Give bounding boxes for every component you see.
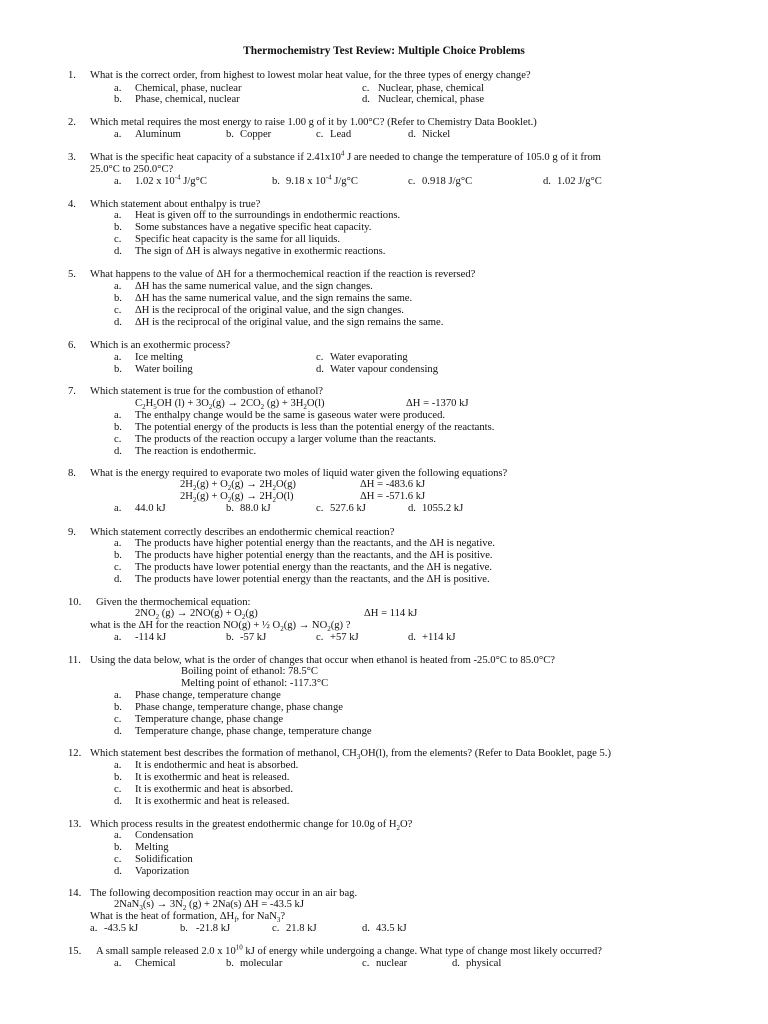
option-letter: b. bbox=[114, 293, 122, 304]
question-number: 6. bbox=[68, 340, 76, 351]
option-letter: c. bbox=[316, 632, 324, 643]
option-letter: d. bbox=[114, 446, 122, 457]
option-letter: d. bbox=[362, 923, 370, 934]
option-text: ΔH has the same numerical value, and the sign changes. bbox=[135, 281, 373, 292]
question-text: Which statement is true for the combustion of ethanol? bbox=[90, 386, 323, 397]
question-text-cont: what is the ΔH for the reaction NO(g) + ½ $O_2(g) \to NO_2(g)$ ? bbox=[90, 620, 351, 634]
option-letter: b. bbox=[114, 364, 122, 375]
option-text: ΔH has the same numerical value, and the sign remains the same. bbox=[135, 293, 413, 304]
option-text: 0.918 J/g°C bbox=[422, 176, 473, 187]
chemical-equation: $2NO_2$ $(g) \to 2NO(g) + O_2(g)$ bbox=[135, 608, 258, 622]
option-letter: c. bbox=[362, 83, 370, 94]
option-text: Temperature change, phase change, temperature change bbox=[135, 726, 372, 737]
option-text: Chemical bbox=[135, 958, 176, 969]
option-text: nuclear bbox=[376, 958, 408, 969]
option-text: +57 kJ bbox=[330, 632, 359, 643]
option-letter: a. bbox=[114, 83, 122, 94]
option-letter: d. bbox=[408, 503, 416, 514]
option-text: -114 kJ bbox=[135, 632, 167, 643]
option-letter: b. bbox=[114, 702, 122, 713]
option-letter: a. bbox=[114, 632, 122, 643]
question-number: 5. bbox=[68, 269, 76, 280]
option-text: Lead bbox=[330, 129, 352, 140]
option-letter: c. bbox=[114, 234, 122, 245]
option-text: It is exothermic and heat is released. bbox=[135, 796, 290, 807]
option-text: 1055.2 kJ bbox=[422, 503, 464, 514]
option-text: 1.02 J/g°C bbox=[557, 176, 602, 187]
question-number: 11. bbox=[68, 655, 81, 666]
enthalpy-value: ΔH = -1370 kJ bbox=[406, 398, 469, 409]
option-letter: a. bbox=[114, 410, 122, 421]
option-text: Aluminum bbox=[135, 129, 181, 140]
option-letter: c. bbox=[114, 305, 122, 316]
option-letter: d. bbox=[114, 317, 122, 328]
option-text: Heat is given off to the surroundings in endothermic reactions. bbox=[135, 210, 401, 221]
option-text: The products have lower potential energy than the reactants, and the ΔH is negative. bbox=[135, 562, 492, 573]
question-text: Which process results in the greatest endothermic change for 10.0g of $H_2O$? bbox=[90, 819, 413, 833]
option-text: 21.8 kJ bbox=[286, 923, 317, 934]
option-text: The products have higher potential energy than the reactants, and the ΔH is positive. bbox=[135, 550, 493, 561]
question-text: Which statement best describes the formation of methanol, $CH_3OH(l)$, from the elements? (Refer to Data Booklet, page 5.) bbox=[90, 748, 611, 762]
question-text-cont: 25.0°C to 250.0°C? bbox=[90, 164, 174, 175]
option-text: Water boiling bbox=[135, 364, 193, 375]
option-text: Phase change, temperature change bbox=[135, 690, 281, 701]
question-text: The following decomposition reaction may occur in an air bag. bbox=[90, 888, 358, 899]
question-number: 4. bbox=[68, 199, 76, 210]
question-text: What is the specific heat capacity of a substance if $2.41x10^4$ J are needed to change the temperature of 105.0 g of it from bbox=[90, 149, 601, 163]
option-letter: b. bbox=[114, 222, 122, 233]
option-letter: c. bbox=[316, 352, 324, 363]
option-letter: d. bbox=[114, 574, 122, 585]
chemical-equation: $C_2H_5OH$ $(l) + 3O_2(g) \to 2CO_2$ $(g) + 3H_2O(l)$ bbox=[135, 398, 325, 412]
option-text: The reaction is endothermic. bbox=[135, 446, 257, 457]
enthalpy-value: ΔH = 114 kJ bbox=[364, 608, 418, 619]
option-letter: c. bbox=[362, 958, 370, 969]
question-text: What is the correct order, from highest to lowest molar heat value, for the three types of energy change? bbox=[90, 70, 531, 81]
option-text: The sign of ΔH is always negative in exothermic reactions. bbox=[135, 246, 386, 257]
option-text: Phase, chemical, nuclear bbox=[135, 94, 240, 105]
option-letter: a. bbox=[114, 129, 122, 140]
chemical-equation: $2H_2(g) + O_2(g) \to 2H_2O(l)$ bbox=[180, 491, 294, 505]
option-letter: d. bbox=[362, 94, 370, 105]
option-text: 88.0 kJ bbox=[240, 503, 271, 514]
option-letter: b. bbox=[226, 632, 234, 643]
question-number: 7. bbox=[68, 386, 76, 397]
option-letter: a. bbox=[114, 760, 122, 771]
option-text: ΔH is the reciprocal of the original value, and the sign remains the same. bbox=[135, 317, 444, 328]
option-text: It is exothermic and heat is absorbed. bbox=[135, 784, 293, 795]
option-text: It is endothermic and heat is absorbed. bbox=[135, 760, 299, 771]
option-text: Ice melting bbox=[135, 352, 183, 363]
option-letter: c. bbox=[114, 714, 122, 725]
option-letter: d. bbox=[114, 796, 122, 807]
question-number: 13. bbox=[68, 819, 82, 830]
data-line: Boiling point of ethanol: 78.5°C bbox=[181, 666, 318, 677]
option-text: The products have higher potential energy than the reactants, and the ΔH is negative. bbox=[135, 538, 495, 549]
option-letter: c. bbox=[408, 176, 416, 187]
option-letter: a. bbox=[114, 958, 122, 969]
option-text: -57 kJ bbox=[240, 632, 267, 643]
option-letter: b. bbox=[114, 94, 122, 105]
chemical-equation: $2H_2(g) + O_2(g) \to 2H_2O(g)$ bbox=[180, 479, 296, 493]
option-letter: d. bbox=[452, 958, 460, 969]
question-text: What happens to the value of ΔH for a thermochemical reaction if the reaction is reversed? bbox=[90, 269, 476, 280]
enthalpy-value: ΔH = -571.6 kJ bbox=[360, 491, 426, 502]
option-text: Copper bbox=[240, 129, 272, 140]
option-text: -43.5 kJ bbox=[104, 923, 139, 934]
question-number: 1. bbox=[68, 70, 76, 81]
data-line: Melting point of ethanol: -117.3°C bbox=[181, 678, 329, 689]
option-letter: c. bbox=[114, 562, 122, 573]
question-text-cont: What is the heat of formation, $\Delta H_f$, for NaN$_3$? bbox=[90, 911, 286, 925]
option-letter: d. bbox=[114, 246, 122, 257]
option-text: It is exothermic and heat is released. bbox=[135, 772, 290, 783]
option-letter: a. bbox=[114, 281, 122, 292]
question-number: 3. bbox=[68, 152, 76, 163]
option-text: The potential energy of the products is less than the potential energy of the reactants. bbox=[135, 422, 495, 433]
option-letter: b. bbox=[226, 958, 234, 969]
option-text: Nuclear, chemical, phase bbox=[378, 94, 485, 105]
question-number: 9. bbox=[68, 527, 76, 538]
option-letter: c. bbox=[316, 129, 324, 140]
question-text: A small sample released 2.0 x $10^{10}$ kJ of energy while undergoing a change. What type of change most likely occurred? bbox=[96, 943, 602, 957]
option-letter: a. bbox=[114, 176, 122, 187]
option-text: The products of the reaction occupy a larger volume than the reactants. bbox=[135, 434, 437, 445]
question-number: 15. bbox=[68, 946, 82, 957]
option-text: Condensation bbox=[135, 830, 194, 841]
option-text: Water vapour condensing bbox=[330, 364, 438, 375]
option-text: Some substances have a negative specific heat capacity. bbox=[135, 222, 372, 233]
option-text: 44.0 kJ bbox=[135, 503, 166, 514]
option-letter: d. bbox=[114, 726, 122, 737]
option-letter: c. bbox=[272, 923, 280, 934]
option-letter: d. bbox=[408, 632, 416, 643]
question-number: 2. bbox=[68, 117, 76, 128]
option-text: Nickel bbox=[422, 129, 451, 140]
option-letter: c. bbox=[114, 434, 122, 445]
question-text: Using the data below, what is the order of changes that occur when ethanol is heated from -25.0°C to 85.0°C? bbox=[90, 655, 555, 666]
question-text: What is the energy required to evaporate two moles of liquid water given the following equations? bbox=[90, 468, 508, 479]
option-letter: d. bbox=[114, 866, 122, 877]
option-letter: b. bbox=[226, 503, 234, 514]
option-text: 9.18 x $10^{-4}$ J/g°C bbox=[286, 173, 358, 187]
option-text: Chemical, phase, nuclear bbox=[135, 83, 242, 94]
option-letter: a. bbox=[90, 923, 98, 934]
option-letter: b. bbox=[272, 176, 280, 187]
page-title: Thermochemistry Test Review: Multiple Choice Problems bbox=[243, 45, 525, 57]
option-text: Specific heat capacity is the same for all liquids. bbox=[135, 234, 341, 245]
option-text: The products have lower potential energy than the reactants, and the ΔH is positive. bbox=[135, 574, 490, 585]
option-text: physical bbox=[466, 958, 502, 969]
option-letter: b. bbox=[114, 772, 122, 783]
question-number: 12. bbox=[68, 748, 82, 759]
option-text: 527.6 kJ bbox=[330, 503, 366, 514]
option-text: Water evaporating bbox=[330, 352, 408, 363]
option-text: +114 kJ bbox=[422, 632, 456, 643]
option-text: The enthalpy change would be the same is gaseous water were produced. bbox=[135, 410, 446, 421]
option-letter: c. bbox=[114, 854, 122, 865]
option-letter: a. bbox=[114, 690, 122, 701]
option-letter: b. bbox=[226, 129, 234, 140]
question-number: 14. bbox=[68, 888, 82, 899]
question-text: Which statement correctly describes an endothermic chemical reaction? bbox=[90, 527, 395, 538]
option-letter: a. bbox=[114, 352, 122, 363]
option-text: Vaporization bbox=[135, 866, 190, 877]
question-text: Which metal requires the most energy to raise 1.00 g of it by 1.00°C? (Refer to Chemistry Data Booklet.) bbox=[90, 117, 537, 128]
option-text: molecular bbox=[240, 958, 283, 969]
question-text: Which statement about enthalpy is true? bbox=[90, 199, 261, 210]
option-letter: a. bbox=[114, 830, 122, 841]
option-text: Temperature change, phase change bbox=[135, 714, 284, 725]
option-letter: b. bbox=[114, 422, 122, 433]
option-text: 43.5 kJ bbox=[376, 923, 407, 934]
option-text: Solidification bbox=[135, 854, 193, 865]
option-text: Melting bbox=[135, 842, 169, 853]
option-text: Phase change, temperature change, phase change bbox=[135, 702, 343, 713]
option-letter: d. bbox=[543, 176, 551, 187]
option-letter: a. bbox=[114, 538, 122, 549]
question-text: Which is an exothermic process? bbox=[90, 340, 231, 351]
option-letter: d. bbox=[316, 364, 324, 375]
option-letter: d. bbox=[408, 129, 416, 140]
question-number: 8. bbox=[68, 468, 76, 479]
option-text: Nuclear, phase, chemical bbox=[378, 83, 485, 94]
question-number: 10. bbox=[68, 597, 82, 608]
option-letter: a. bbox=[114, 503, 122, 514]
option-letter: b. bbox=[114, 842, 122, 853]
option-text: 1.02 x $10^{-4}$ J/g°C bbox=[135, 173, 207, 187]
question-text: Given the thermochemical equation: bbox=[96, 597, 251, 608]
option-text: -21.8 kJ bbox=[196, 923, 231, 934]
enthalpy-value: ΔH = -483.6 kJ bbox=[360, 479, 426, 490]
option-text: ΔH is the reciprocal of the original value, and the sign changes. bbox=[135, 305, 404, 316]
option-letter: b. bbox=[180, 923, 188, 934]
option-letter: c. bbox=[316, 503, 324, 514]
option-letter: c. bbox=[114, 784, 122, 795]
chemical-equation: $2NaN_3(s) \to 3N_2$ (g) + 2Na(s) ΔH = -43.5 kJ bbox=[114, 899, 304, 913]
option-letter: a. bbox=[114, 210, 122, 221]
option-letter: b. bbox=[114, 550, 122, 561]
